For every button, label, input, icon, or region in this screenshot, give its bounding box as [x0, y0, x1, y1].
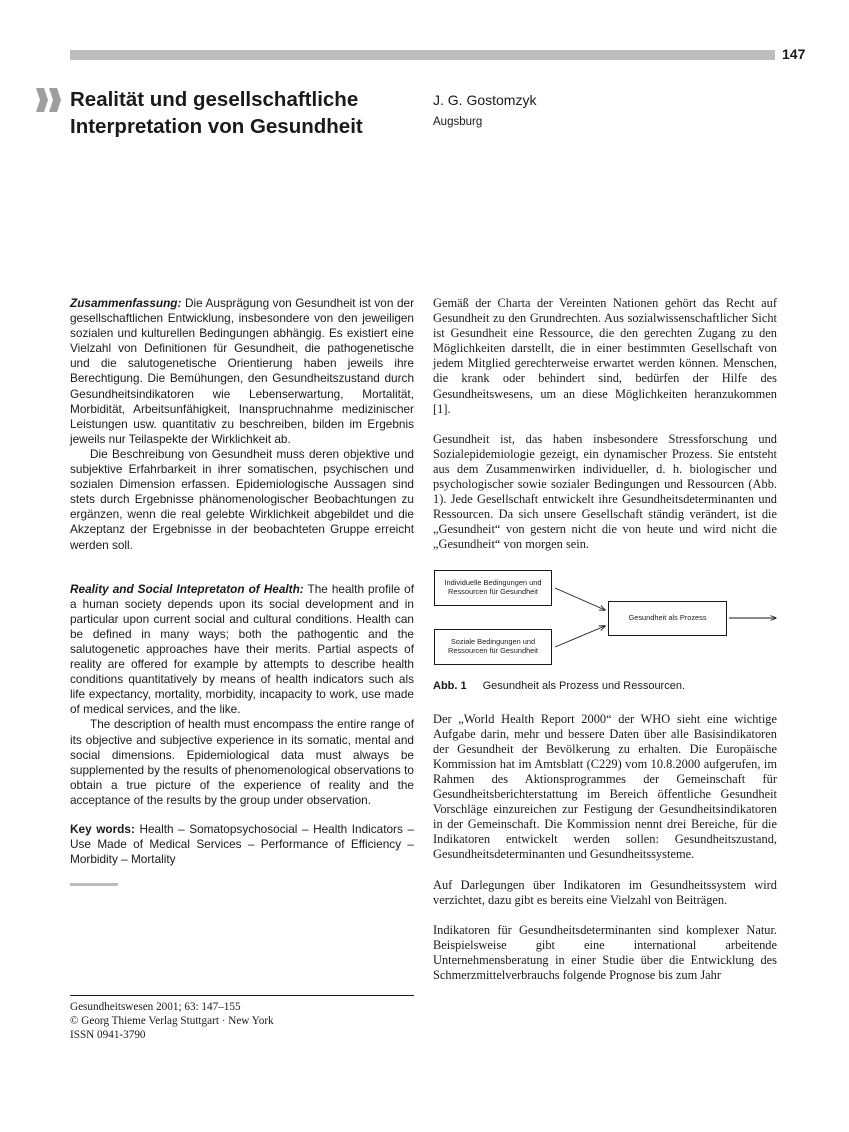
arrow-social	[555, 626, 605, 647]
article-title: Realität und gesellschaftliche Interpretation von Gesundheit	[70, 88, 363, 138]
body-paragraph-1: Gemäß der Charta der Vereinten Nationen gehört das Recht auf Gesundheit zu den Grundrechten. Aus sozialwissenschaftlicher Sicht ist Gesundheit eine Ressource, die den gerechten Zugang zu den Möglichkeiten darstellt, die in einer bestimmten Gesellschaft von jedem Mitglied gerechterweise erwartet werden können. Menschen, die krank oder behindert sind, bedürfen der Hilfe des Gesundheitswesens, um an diese Möglichkeiten heranzukommen [1].	[433, 296, 777, 416]
body-column	[433, 296, 777, 998]
figure-caption-label: Abb. 1	[433, 679, 467, 692]
abstract-de-lead: Zusammenfassung:	[70, 296, 182, 310]
issn-line: ISSN 0941-3790	[70, 1029, 146, 1041]
arrow-individual	[555, 588, 605, 610]
abstract-de-text1: Die Ausprägung von Gesundheit ist von der gesellschaftlichen Entwicklung, insbesondere von den jeweiligen sozialen und kulturellen Bedingungen abhängig. Es existiert eine Vielzahl von Definitionen für Gesundheit, die pathogenetische und die salutogenetische Orientierung haben jeweils ihre Berechtigung. Die Bemühungen, den Gesundheitszustand durch Gesundheitsindikatoren wie Lebenserwartung, Mortalität, Morbidität, Arbeitsunfähigkeit, Inanspruchnahme medizinischer Leistungen usw. quantitativ zu beschreiben, bilden im Ergebnis jeweils nur Teilaspekte der Wirklichkeit ab.	[70, 296, 415, 446]
abstract-en-p1	[70, 582, 414, 718]
journal-citation: Gesundheitswesen 2001; 63: 147–155	[70, 1001, 241, 1013]
figure-caption	[433, 679, 777, 694]
keywords-text: Health – Somatopsychosocial – Health Indicators – Use Made of Medical Services – Performance of Efficiency – Morbidity – Mortality	[70, 822, 415, 867]
body-paragraph-3: Der „World Health Report 2000“ der WHO sieht eine wichtige Aufgabe darin, mehr und bessere Daten über alle Basisindikatoren der Gesundheit der Bevölkerung zu erhalten. Die Europäische Kommission hat im Amtsblatt (C229) vom 10.8.2000 aufgerufen, im Rahmen des Aktionsprogrammes der Gemeinschaft für Gesundheitsberichterstattung im Bereich öffentliche Gesundheit Vorschläge einzureichen zur Festigung der Gesundheitsindikatoren in der Gemeinschaft. Die Kommission nennt drei Bereiche, für die Indikatoren entwickelt werden sollen: Gesundheitszustand, Gesundheitsdeterminanten und Gesundheitssysteme.	[433, 711, 777, 862]
chevron-mark-icon	[36, 88, 62, 112]
page-number: 147	[782, 46, 806, 62]
figure-box-social: Soziale Bedingungen und Ressourcen für Gesundheit	[434, 629, 552, 665]
header-rule	[70, 50, 775, 60]
figure-caption-text: Gesundheit als Prozess und Ressourcen.	[482, 679, 686, 692]
body-paragraph-2: Gesundheit ist, das haben insbesondere Stressforschung und Sozialepidemiologie gezeigt, ein dynamischer Prozess. Sie entsteht aus dem Zusammenwirken individueller, d. h. biologischer und psychologischer sowie sozialer Bedingungen und Ressourcen (Abb. 1). Jede Gesellschaft entwickelt ihre Gesundheitsdeterminanten und Ressourcen. Da sich unsere Gesellschaft ständig verändert, ist die „Gesundheit“ von gestern nicht die von heute und wird nicht die „Gesundheit“ von morgen sein.	[433, 431, 777, 552]
section-divider	[70, 883, 118, 886]
abstract-column	[70, 296, 414, 886]
body-paragraph-4: Auf Darlegungen über Indikatoren im Gesundheitssystem wird verzichtet, dazu gibt es bereits eine Vielzahl von Beiträgen.	[433, 877, 777, 907]
abstract-en-p2: The description of health must encompass the entire range of its objective and subjective experience in its somatic, mental and social dimensions. Epidemiological data must always be supplemented by the results of phenomenological observations to obtain a true picture of the experience of reality and the acceptance of the results by the group under observation.	[70, 717, 414, 807]
abstract-de-p2: Die Beschreibung von Gesundheit muss deren objektive und subjektive Erfahrbarkeit in ihrer somatischen, psychischen und sozialen Dimension erfassen. Epidemiologische Aussagen sind stets durch Ergebnisse phänomenologischer Beobachtungen zu ergänzen, wenn die real gelebte Wirklichkeit abgebildet und die Akzeptanz der Ergebnisse in der beobachteten Gruppe erreicht werden soll.	[70, 446, 414, 552]
keywords	[70, 822, 414, 867]
author-name: J. G. Gostomzyk	[433, 92, 537, 108]
abstract-en-lead: Reality and Social Intepretaton of Health:	[70, 581, 304, 596]
copyright-line: © Georg Thieme Verlag Stuttgart · New York	[70, 1015, 274, 1027]
figure-box-individual: Individuelle Bedingungen und Ressourcen für Gesundheit	[434, 570, 552, 606]
citation-footer	[70, 995, 414, 1042]
abstract-de-p1	[70, 296, 414, 447]
abstract-en-text1: The health profile of a human society depends upon its social development and in particular upon current social and cultural conditions. Health can be defined in many ways; both the pathogentic and the salutogenetic approaches have their merits. Partial aspects of reality are offered for example by attempts to describe health conditions quantitatively by means of health indicators such als life expectancy, mortality, morbidity, incapacity to work, use made of medical services, and the like.	[70, 581, 414, 717]
figure-1-diagram	[433, 568, 777, 668]
figure-box-process: Gesundheit als Prozess	[608, 601, 727, 636]
author-affiliation: Augsburg	[433, 116, 483, 128]
body-paragraph-5: Indikatoren für Gesundheitsdeterminanten sind komplexer Natur. Beispielsweise gibt eine international arbeitende Unternehmensberatung in einer Studie über die Entwicklung des Schmerzmittelverbrauchs folgende Prognose bis zum Jahr	[433, 922, 777, 982]
keywords-lead: Key words:	[70, 822, 135, 836]
